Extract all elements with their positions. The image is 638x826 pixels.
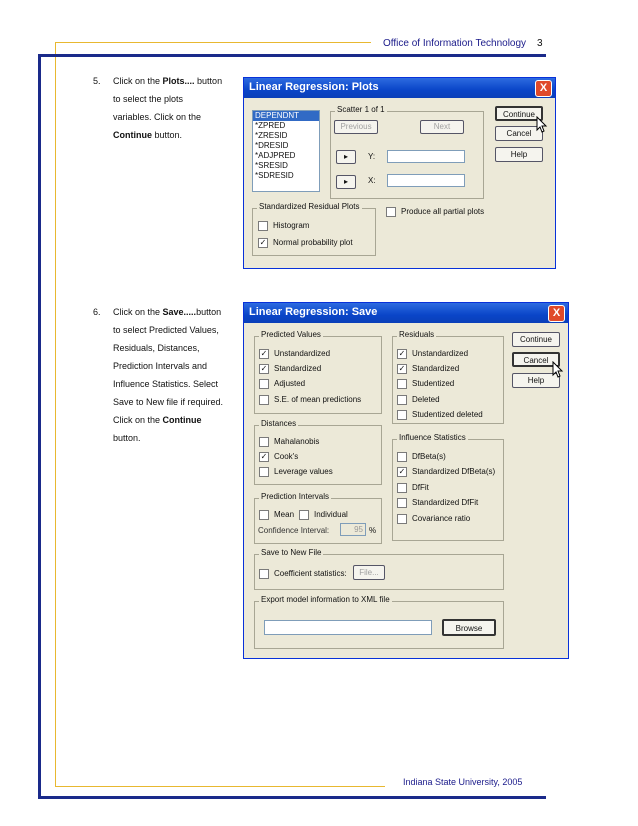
checkmark-icon: ✓ xyxy=(260,349,268,358)
checkbox-icon xyxy=(259,437,269,447)
res-standardized-checkbox[interactable]: ✓ Standardized xyxy=(398,364,460,374)
dialog-title: Linear Regression: Save xyxy=(249,306,378,318)
step-number: 6. xyxy=(93,307,101,317)
footer-navy-rule xyxy=(38,796,546,799)
res-deleted-checkbox[interactable]: Deleted xyxy=(397,395,440,405)
variable-list-item[interactable]: *ZPRED xyxy=(255,121,286,130)
help-button[interactable]: Help xyxy=(512,373,560,388)
continue-button[interactable]: Continue xyxy=(495,106,543,121)
checkbox-icon xyxy=(259,395,269,405)
std-dfbeta-checkbox[interactable]: ✓ Standardized DfBeta(s) xyxy=(398,467,496,477)
leverage-checkbox[interactable]: Leverage values xyxy=(259,467,333,477)
residuals-group: Residuals xyxy=(392,336,504,424)
plots-dialog xyxy=(243,77,556,269)
pred-unstandardized-checkbox[interactable]: ✓ Unstandardized xyxy=(260,349,331,359)
res-studentized-deleted-checkbox[interactable]: Studentized deleted xyxy=(397,410,483,420)
cancel-button[interactable]: Cancel xyxy=(495,126,543,141)
dfbeta-checkbox[interactable]: DfBeta(s) xyxy=(397,452,446,462)
checkbox-icon xyxy=(299,510,309,520)
checkmark-icon: ✓ xyxy=(260,452,268,461)
mean-checkbox[interactable]: Mean xyxy=(259,510,294,520)
cooks-checkbox[interactable]: ✓ Cook's xyxy=(260,452,299,462)
scatter-label: Scatter 1 of 1 xyxy=(337,105,385,114)
x-field[interactable] xyxy=(387,174,465,187)
checkbox-icon xyxy=(259,569,269,579)
variable-list-item[interactable]: *SDRESID xyxy=(255,171,294,180)
prediction-intervals-group: Prediction Intervals xyxy=(254,498,382,544)
variable-list-item[interactable]: *ADJPRED xyxy=(255,151,296,160)
pred-standardized-checkbox[interactable]: ✓ Standardized xyxy=(260,364,322,374)
percent-label: % xyxy=(369,526,377,535)
pred-adjusted-checkbox[interactable]: Adjusted xyxy=(259,379,305,389)
checkbox-icon xyxy=(259,467,269,477)
y-field[interactable] xyxy=(387,150,465,163)
histogram-checkbox[interactable]: Histogram xyxy=(258,221,309,231)
checkbox-icon xyxy=(259,510,269,520)
checkbox-icon xyxy=(397,379,407,389)
continue-button[interactable]: Continue xyxy=(512,332,560,347)
checkmark-icon: ✓ xyxy=(398,364,406,373)
checkbox-icon xyxy=(397,514,407,524)
step-text: Click on the Plots.... button to select the plots variables. Click on the Continue button. xyxy=(113,76,223,140)
normal-probability-checkbox[interactable]: ✓ Normal probability plot xyxy=(259,238,353,248)
variable-list-item[interactable]: *ZRESID xyxy=(255,131,288,140)
previous-button[interactable]: Previous xyxy=(334,120,378,134)
standardized-residual-label: Standardized Residual Plots xyxy=(259,202,360,211)
res-studentized-checkbox[interactable]: Studentized xyxy=(397,379,454,389)
res-unstandardized-checkbox[interactable]: ✓ Unstandardized xyxy=(398,349,469,359)
covariance-ratio-checkbox[interactable]: Covariance ratio xyxy=(397,514,470,524)
individual-checkbox[interactable]: Individual xyxy=(299,510,348,520)
file-button[interactable]: File... xyxy=(353,565,385,580)
page-number: 3 xyxy=(537,38,543,49)
checkbox-icon xyxy=(397,498,407,508)
checkmark-icon: ✓ xyxy=(260,364,268,373)
predicted-values-group: Predicted Values xyxy=(254,336,382,414)
checkbox-icon xyxy=(397,410,407,420)
variable-list-item[interactable]: DEPENDNT xyxy=(253,111,319,121)
partial-plots-checkbox[interactable]: Produce all partial plots xyxy=(386,207,484,217)
x-label: X: xyxy=(368,176,376,185)
cancel-button[interactable]: Cancel xyxy=(512,352,560,367)
variable-list-item[interactable]: *DRESID xyxy=(255,141,289,150)
close-icon[interactable]: X xyxy=(548,305,565,322)
mouse-cursor-icon xyxy=(552,361,564,379)
browse-button[interactable]: Browse xyxy=(442,619,496,636)
next-button[interactable]: Next xyxy=(420,120,464,134)
variable-list[interactable] xyxy=(252,110,320,192)
dffit-checkbox[interactable]: DfFit xyxy=(397,483,429,493)
confidence-interval-field[interactable]: 95 xyxy=(340,523,366,536)
header-title: Office of Information Technology xyxy=(383,38,527,49)
close-icon[interactable]: X xyxy=(535,80,552,97)
checkmark-icon: ✓ xyxy=(398,467,406,476)
mahalanobis-checkbox[interactable]: Mahalanobis xyxy=(259,437,319,447)
checkbox-icon xyxy=(386,207,396,217)
step-text: Click on the Save.....button to select Predicted Values, Residuals, Distances, Prediction Intervals and Influence Statistics. Select Save to New file if required. Click on the Continue button. xyxy=(113,307,224,443)
xml-path-field[interactable] xyxy=(264,620,432,635)
checkbox-icon xyxy=(397,452,407,462)
xml-export-group: Export model information to XML file xyxy=(254,601,504,649)
left-gold-rule xyxy=(55,57,56,787)
y-move-button[interactable]: ▸ xyxy=(336,150,356,164)
header-gold-rule xyxy=(55,42,371,43)
pred-se-checkbox[interactable]: S.E. of mean predictions xyxy=(259,395,361,405)
header-gold-vert xyxy=(55,42,56,54)
variable-list-item[interactable]: *SRESID xyxy=(255,161,288,170)
checkmark-icon: ✓ xyxy=(398,349,406,358)
mouse-cursor-icon xyxy=(536,116,548,134)
title-bar[interactable] xyxy=(244,78,555,98)
step-6 xyxy=(93,303,243,453)
footer-gold-rule xyxy=(55,786,385,787)
footer-text: Indiana State University, 2005 xyxy=(403,777,523,787)
distances-group: Distances xyxy=(254,425,382,485)
step-number: 5. xyxy=(93,76,101,86)
help-button[interactable]: Help xyxy=(495,147,543,162)
title-bar[interactable] xyxy=(244,303,568,323)
x-move-button[interactable]: ▸ xyxy=(336,175,356,189)
checkbox-icon xyxy=(259,379,269,389)
standardized-residual-group xyxy=(252,202,376,256)
left-navy-rule xyxy=(38,54,41,798)
checkbox-icon xyxy=(397,483,407,493)
checkbox-icon xyxy=(258,221,268,231)
checkbox-icon xyxy=(397,395,407,405)
std-dffit-checkbox[interactable]: Standardized DfFit xyxy=(397,498,478,508)
step-5 xyxy=(93,72,243,152)
header-navy-rule xyxy=(38,54,546,57)
save-new-file-group: Save to New File xyxy=(254,554,504,590)
save-dialog xyxy=(243,302,569,659)
dialog-title: Linear Regression: Plots xyxy=(249,81,379,93)
checkmark-icon: ✓ xyxy=(259,238,267,247)
y-label: Y: xyxy=(368,152,376,161)
coefficient-statistics-checkbox[interactable]: Coefficient statistics: xyxy=(259,569,347,579)
confidence-interval-label: Confidence Interval: xyxy=(258,526,330,535)
influence-statistics-group: Influence Statistics xyxy=(392,439,504,541)
